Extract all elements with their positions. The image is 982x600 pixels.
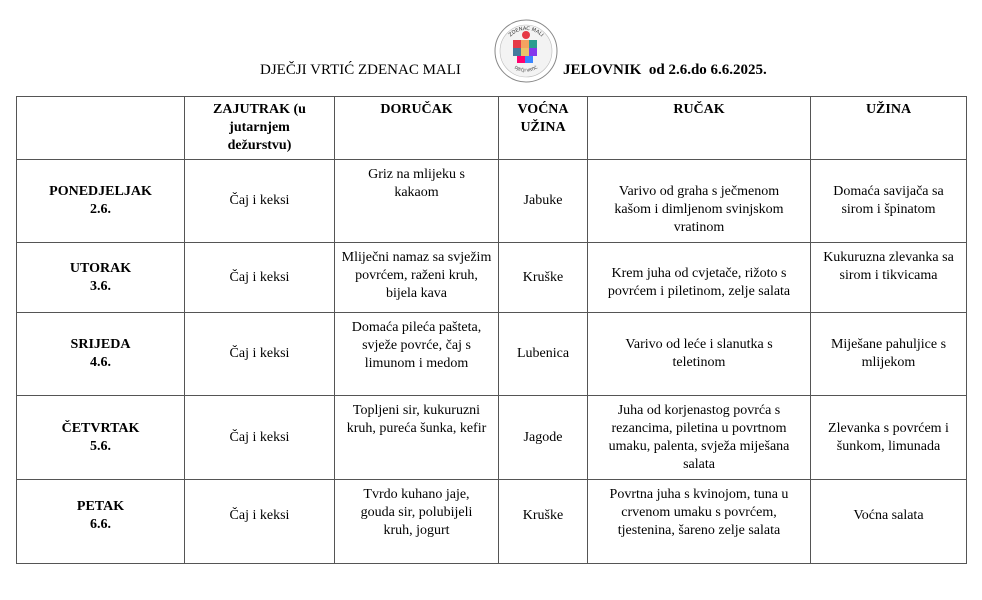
table-row: [17, 160, 967, 243]
zajutrak-cell: Čaj i keksi: [185, 243, 335, 313]
rucak-cell: Krem juha od cvjetače, rižoto s povrćem i piletinom, zelje salata: [588, 243, 811, 313]
day-date: 5.6.: [90, 438, 111, 454]
zajutrak-cell: Čaj i keksi: [185, 160, 335, 243]
svg-text:DJEČJI VRTIĆ: DJEČJI VRTIĆ: [513, 64, 539, 73]
day-cell: [17, 243, 185, 313]
menu-title: JELOVNIK od 2.6.do 6.6.2025.: [563, 62, 767, 78]
rucak-cell: Varivo od leće i slanutka s teletinom: [588, 313, 811, 396]
zajutrak-cell: Čaj i keksi: [185, 480, 335, 564]
day-date: 6.6.: [90, 516, 111, 532]
day-cell: [17, 313, 185, 396]
empty-corner-cell: [17, 97, 185, 160]
col-header-uzina: UŽINA: [811, 97, 967, 160]
day-date: 4.6.: [90, 355, 111, 370]
dorucak-cell: Tvrdo kuhano jaje, gouda sir, polubijeli kruh, jogurt: [335, 480, 499, 564]
day-cell: [17, 160, 185, 243]
zajutrak-cell: Čaj i keksi: [185, 396, 335, 480]
table-row: [17, 243, 967, 313]
day-name: PETAK: [76, 498, 125, 514]
dorucak-cell: Mliječni namaz sa svježim povrćem, raženi kruh, bijela kava: [335, 243, 499, 313]
uzina-cell: Zlevanka s povrćem i šunkom, limunada: [811, 396, 967, 480]
zajutrak-cell: Čaj i keksi: [185, 313, 335, 396]
rucak-cell: Juha od korjenastog povrća s rezancima, piletina u povrtnom umaku, palenta, svježa miješana salata: [588, 396, 811, 480]
uzina-cell: Voćna salata: [811, 480, 967, 564]
dorucak-cell: Griz na mlijeku s kakaom: [335, 160, 499, 243]
vocna-cell: Jagode: [499, 396, 588, 480]
dorucak-cell: Topljeni sir, kukuruzni kruh, pureća šunka, kefir: [335, 396, 499, 480]
col-header-vocna: VOĆNA UŽINA: [499, 97, 588, 160]
weekly-menu-table: [16, 96, 967, 564]
vocna-cell: Jabuke: [499, 160, 588, 243]
table-row: [17, 396, 967, 480]
day-name: SRIJEDA: [70, 337, 131, 352]
kindergarten-name: DJEČJI VRTIĆ ZDENAC MALI: [260, 62, 461, 78]
col-header-dorucak: DORUČAK: [335, 97, 499, 160]
rucak-cell: Povrtna juha s kvinojom, tuna u crvenom umaku s povrćem, tjestenina, šareno zelje salata: [588, 480, 811, 564]
uzina-cell: Kukuruzna zlevanka sa sirom i tikvicama: [811, 243, 967, 313]
vocna-cell: Kruške: [499, 480, 588, 564]
day-date: 2.6.: [90, 202, 111, 217]
rucak-cell: Varivo od graha s ječmenom kašom i dimljenom svinjskom vratinom: [588, 160, 811, 243]
uzina-cell: Miješane pahuljice s mlijekom: [811, 313, 967, 396]
table-row: [17, 480, 967, 564]
day-cell: [17, 480, 185, 564]
day-name: PONEDJELJAK: [49, 184, 152, 199]
day-date: 3.6.: [90, 278, 111, 294]
day-name: ČETVRTAK: [61, 420, 140, 436]
table-row: [17, 313, 967, 396]
svg-text:ZDENAC MALI: ZDENAC MALI: [507, 25, 545, 39]
kindergarten-logo: [493, 18, 559, 84]
col-header-zajutrak: ZAJUTRAK (u jutarnjem dežurstvu): [185, 97, 335, 160]
col-header-rucak: RUČAK: [588, 97, 811, 160]
dorucak-cell: Domaća pileća pašteta, svježe povrće, čaj s limunom i medom: [335, 313, 499, 396]
uzina-cell: Domaća savijača sa sirom i špinatom: [811, 160, 967, 243]
day-name: UTORAK: [69, 260, 132, 276]
vocna-cell: Kruške: [499, 243, 588, 313]
day-cell: [17, 396, 185, 480]
header-row: [17, 97, 967, 160]
vocna-cell: Lubenica: [499, 313, 588, 396]
